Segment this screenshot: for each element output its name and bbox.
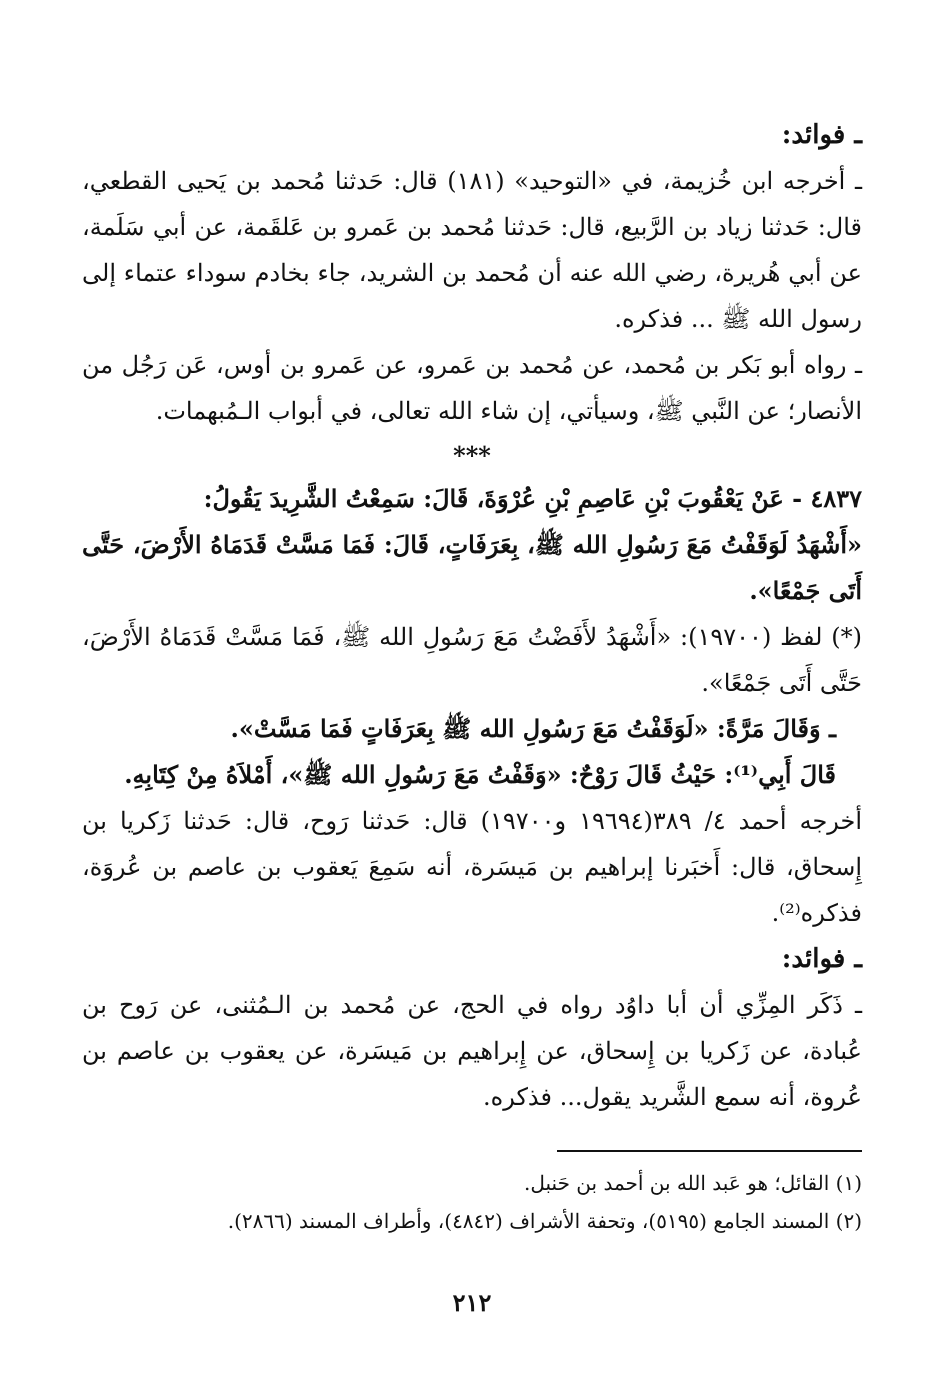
benefits-paragraph-1: ـ أخرجه ابن خُزيمة، في «التوحيد» (١٨١) قال: حَدثنا مُحمد بن يَحيى القطعي، قال: حَدثنا زياد بن الرَّبيع، قال: حَدثنا مُحمد بن عَمرو بن عَلقَمة، عن أبي سَلَمة، عن أبي هُريرة، رضي الله عنه أن مُحمد بن الشريد، جاء بخادم سوداء عتماء إلى رسول الله ﷺ ... فذكره. <box>82 167 863 333</box>
section-separator: *** <box>453 441 491 470</box>
footnote-1: (١) القائل؛ هو عَبد الله بن أحمد بن حَنبل. <box>524 1171 862 1195</box>
hadith-text: «أَشْهَدُ لَوَقَفْتُ مَعَ رَسُولِ الله ﷺ، بِعَرَفَاتٍ، قَالَ: فَمَا مَسَّتْ قَدَمَاهُ الأَرْضَ، حَتَّى أَتَى جَمْعًا». <box>82 530 862 605</box>
footnote-divider <box>557 1150 862 1152</box>
page-number: ٢١٢ <box>452 1288 492 1317</box>
benefits-heading: ـ فوائد: <box>781 120 862 150</box>
footnote-2: (٢) المسند الجامع (٥١٩٥)، وتحفة الأشراف (٤٨٤٢)، وأطراف المسند (٢٨٦٦). <box>227 1209 862 1233</box>
benefits-heading-2: ـ فوائد: <box>781 944 862 974</box>
hadith-variant: (*) لفظ (١٩٧٠٠): «أَشْهَدُ لأَفَضْتُ مَعَ رَسُولِ الله ﷺ، فَمَا مَسَّتْ قَدَمَاهُ الأَرْضَ، حَتَّى أَتَى جَمْعًا». <box>82 623 862 697</box>
hadith-once: ـ وَقَالَ مَرَّةً: «لَوَقَفْتُ مَعَ رَسُولِ الله ﷺ بِعَرَفَاتٍ فَمَا مَسَّتْ». <box>230 714 836 743</box>
hadith-chain: ٤٨٣٧ - عَنْ يَعْقُوبَ بْنِ عَاصِمِ بْنِ عُرْوَةَ، قَالَ: سَمِعْتُ الشَّرِيدَ يَقُولُ: <box>203 484 862 513</box>
hadith-my-father: قَالَ أَبِي⁽¹⁾: حَيْثُ قَالَ رَوْحٌ: «وَقَفْتُ مَعَ رَسُولِ الله ﷺ»، أَمْلاَهُ مِنْ كِتَابِهِ. <box>124 760 836 789</box>
benefits-paragraph-2: ـ رواه أبو بَكر بن مُحمد، عن مُحمد بن عَمرو، عن عَمرو بن أوس، عَن رَجُل من الأنصار؛ عن النَّبي ﷺ، وسيأتي، إن شاء الله تعالى، في أبواب الـمُبهمات. <box>82 351 862 425</box>
benefits-paragraph-3: ـ ذَكَر المِزِّي أن أبا داوُد رواه في الحج، عن مُحمد بن الـمُثنى، عن رَوح بن عُبادة، عن زَكريا بن إِسحاق، عن إِبراهيم بن مَيسَرة، عن يعقوب بن عاصم بن عُروة، أنه سمع الشَّريد يقول... فذكره. <box>82 991 862 1111</box>
hadith-takhrij: أخرجه أحمد ٤/ ٣٨٩(١٩٦٩٤ و١٩٧٠٠) قال: حَدثنا رَوح، قال: حَدثنا زَكريا بن إِسحاق، قال: أَخبَرنا إبراهيم بن مَيسَرة، أنه سَمِعَ يَعقوب بن عاصم بن عُروَة، فذكره⁽²⁾. <box>82 807 863 927</box>
